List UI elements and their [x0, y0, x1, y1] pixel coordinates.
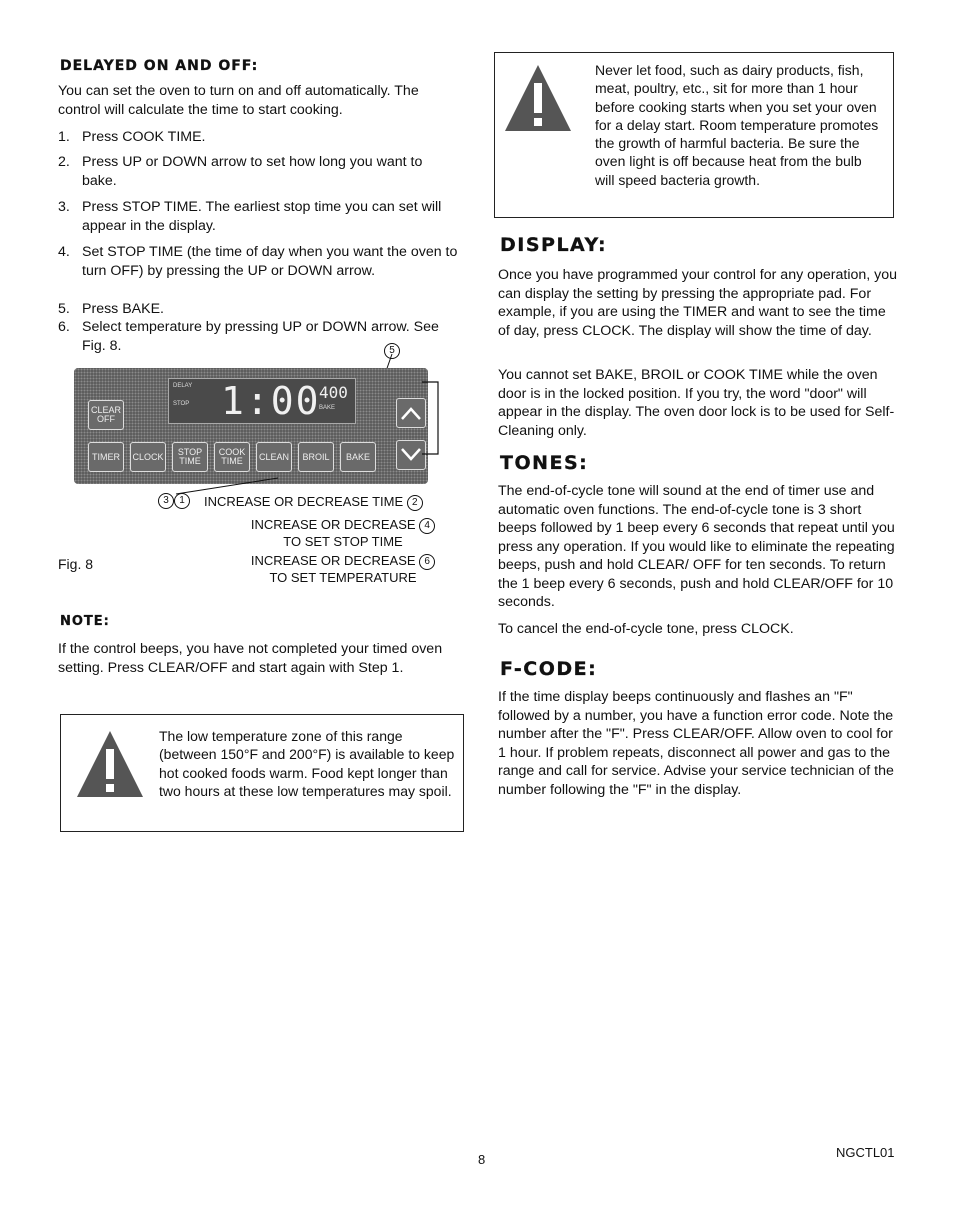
broil-button[interactable]: BROIL — [298, 442, 334, 472]
warning-low-temp-text: The low temperature zone of this range (between 150°F and 200°F) is available to keep hot cooked foods warm. Food kept longer than two hours at these low temperatures may spoil. — [159, 728, 455, 799]
callout-5: 5 — [384, 342, 400, 359]
display-label-bake: BAKE — [319, 405, 336, 411]
display-label-delay: DELAY — [173, 383, 193, 389]
label-temperature: INCREASE OR DECREASE 6 TO SET TEMPERATURE — [248, 553, 438, 585]
page-number: 8 — [478, 1152, 486, 1167]
delayed-intro: You can set the oven to turn on and off automatically. The control will calculate the time to start cooking. — [58, 83, 419, 118]
stop-time-button[interactable]: STOP TIME — [172, 442, 208, 472]
label-stop-time: INCREASE OR DECREASE 4 TO SET STOP TIME — [248, 517, 438, 549]
display-window — [168, 378, 356, 424]
display-heading: DISPLAY: — [500, 234, 608, 256]
fig-caption: Fig. 8 — [58, 556, 94, 572]
display-p1: Once you have programmed your control for any operation, you can display the setting by pressing the appropriate pad. For example, if you are using the TIMER and want to see the time of day, press CLOCK. The display will show the time of day. — [498, 267, 898, 339]
display-p2: You cannot set BAKE, BROIL or COOK TIME while the oven door is in the locked position. If you try, the word "door" will appear in the display. The oven door lock is to be used for Self-Cleaning only. — [498, 367, 895, 439]
fcode-heading: F-CODE: — [500, 658, 598, 680]
step-3: 3. Press STOP TIME. The earliest stop time you can set will appear in the display. — [58, 199, 442, 234]
doc-code: NGCTL01 — [836, 1145, 895, 1160]
display-digits: 1:00 — [221, 379, 321, 423]
clear-off-button[interactable]: CLEAR OFF — [88, 400, 124, 430]
warning-triangle-icon — [75, 729, 145, 799]
warning-food-text: Never let food, such as dairy products, fish, meat, poultry, etc., sit for more than 1 hour before cooking starts when you set your oven for a delay start. Room temperature promotes the growth of harmful bacteria. Be sure the oven light is off because heat from the bulb will speed bacteria growth. — [595, 62, 879, 188]
cook-time-button[interactable]: COOK TIME — [214, 442, 250, 472]
step-5: 5. Press BAKE. — [58, 301, 165, 317]
timer-button[interactable]: TIMER — [88, 442, 124, 472]
callout-3-1: 3 1 — [158, 492, 190, 509]
warning-box-food — [494, 52, 894, 218]
step-1: 1. Press COOK TIME. — [58, 129, 206, 145]
arrow-bracket — [418, 380, 448, 460]
display-label-stop: STOP — [173, 401, 190, 407]
note-text: If the control beeps, you have not completed your timed oven setting. Press CLEAR/OFF and start again with Step 1. — [58, 641, 443, 676]
step-2: 2. Press UP or DOWN arrow to set how long you want to bake. — [58, 154, 423, 189]
warning-triangle-icon — [503, 63, 573, 133]
bake-button[interactable]: BAKE — [340, 442, 376, 472]
clock-button[interactable]: CLOCK — [130, 442, 166, 472]
control-panel — [74, 368, 428, 484]
clean-button[interactable]: CLEAN — [256, 442, 292, 472]
tones-p1: The end-of-cycle tone will sound at the end of timer use and automatic oven functions. The end-of-cycle tone is 3 short beeps followed by 1 beep every 6 seconds that repeat until you press any operation. If you would like to eliminate the repeating beeps, push and hold CLEAR/ OFF for ten seconds. To return the 1 beep every 6 seconds, push and hold CLEAR/OFF for 10 seconds. — [498, 483, 895, 610]
warning-box-low-temp — [60, 714, 464, 832]
tones-p2: To cancel the end-of-cycle tone, press CLOCK. — [498, 621, 794, 637]
delayed-heading: DELAYED ON AND OFF: — [60, 58, 259, 74]
step-6: 6. Select temperature by pressing UP or DOWN arrow. See Fig. 8. — [58, 319, 439, 354]
fcode-p1: If the time display beeps continuously and flashes an "F" followed by a number, you have a function error code. Note the number after the "F". Press CLEAR/OFF. Allow oven to cool for 1 hour. If problem repeats, disconnect all power and gas to the range and call for service. Advise your service technician of the number following the "F" in the display. — [498, 689, 894, 798]
display-temp: 400 — [319, 383, 348, 402]
step-4: 4. Set STOP TIME (the time of day when you want the oven to turn OFF) by pressing the UP or DOWN arrow. — [58, 244, 458, 279]
tones-heading: TONES: — [500, 452, 589, 474]
label-cook-time: INCREASE OR DECREASE TIME 2 — [204, 494, 434, 511]
note-heading: NOTE: — [60, 614, 110, 629]
